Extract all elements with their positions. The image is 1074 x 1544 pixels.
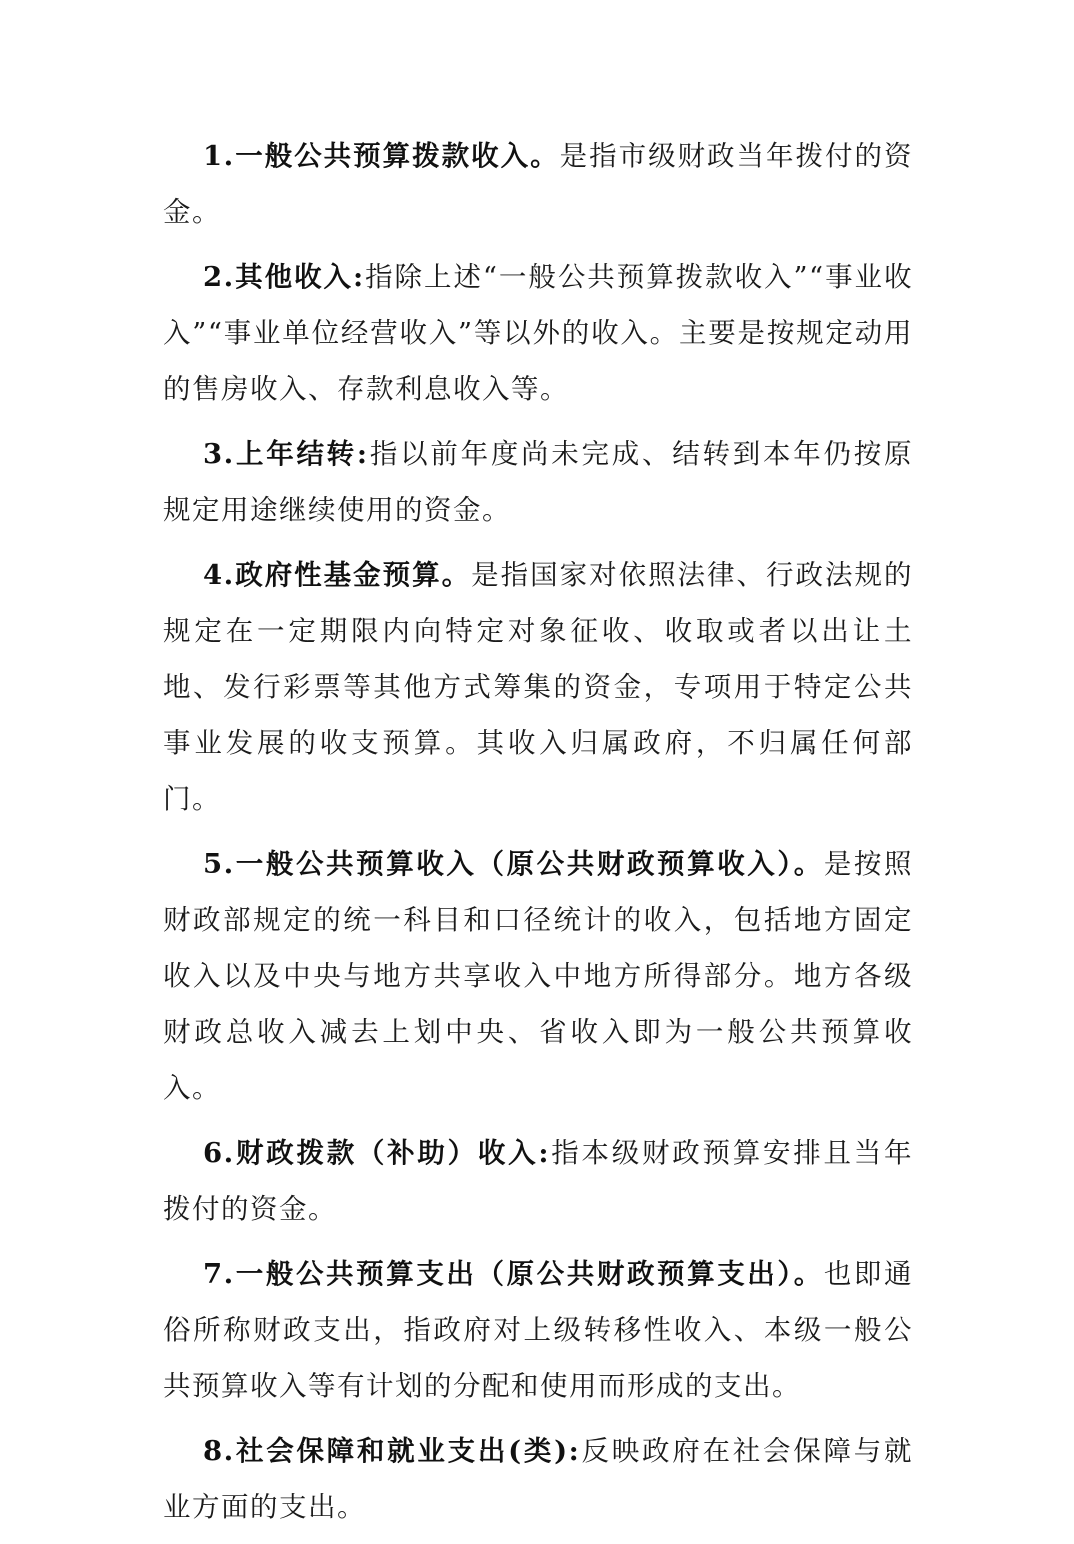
definition-term-4: 4.政府性基金预算。 [203, 559, 472, 591]
definition-paragraph-7 [163, 1246, 913, 1414]
definition-paragraph-3 [163, 426, 913, 538]
definition-term-8: 8.社会保障和就业支出(类): [203, 1435, 581, 1467]
definition-text-6: 指本级财政预算安排且当年拨付的资金。 [163, 1137, 914, 1225]
definition-text-1: 是指市级财政当年拨付的资金。 [163, 140, 913, 228]
definition-text-7: 也即通俗所称财政支出，指政府对上级转移性收入、本级一般公共预算收入等有计划的分配和使用而形成的支出。 [163, 1258, 913, 1402]
definition-term-3: 3.上年结转: [203, 438, 369, 470]
definition-paragraph-4 [163, 547, 913, 827]
definition-paragraph-5 [163, 836, 913, 1116]
definition-text-5: 是按照财政部规定的统一科目和口径统计的收入，包括地方固定收入以及中央与地方共享收入中地方所得部分。地方各级财政总收入减去上划中央、省收入即为一般公共预算收入。 [163, 848, 913, 1104]
definition-paragraph-2 [163, 249, 913, 417]
definition-text-2: 指除上述“一般公共预算拨款收入”“事业收入”“事业单位经营收入”等以外的收入。主要是按规定动用的售房收入、存款利息收入等。 [163, 261, 913, 405]
definition-text-8: 反映政府在社会保障与就业方面的支出。 [163, 1435, 913, 1523]
definition-term-7: 7.一般公共预算支出（原公共财政预算支出）。 [203, 1258, 824, 1290]
definition-term-5: 5.一般公共预算收入（原公共财政预算收入）。 [203, 848, 824, 880]
definition-paragraph-1 [163, 128, 913, 240]
definition-paragraph-6 [163, 1125, 913, 1237]
definition-text-3: 指以前年度尚未完成、结转到本年仍按原规定用途继续使用的资金。 [163, 438, 913, 526]
definition-term-6: 6.财政拨款（补助）收入: [203, 1137, 551, 1169]
document-body [163, 128, 913, 1544]
definition-paragraph-8 [163, 1423, 913, 1535]
definition-term-2: 2.其他收入: [203, 261, 365, 293]
definition-text-4: 是指国家对依照法律、行政法规的规定在一定期限内向特定对象征收、收取或者以出让土地、发行彩票等其他方式筹集的资金，专项用于特定公共事业发展的收支预算。其收入归属政府，不归属任何部门。 [163, 559, 913, 815]
definition-term-1: 1.一般公共预算拨款收入。 [203, 140, 560, 172]
